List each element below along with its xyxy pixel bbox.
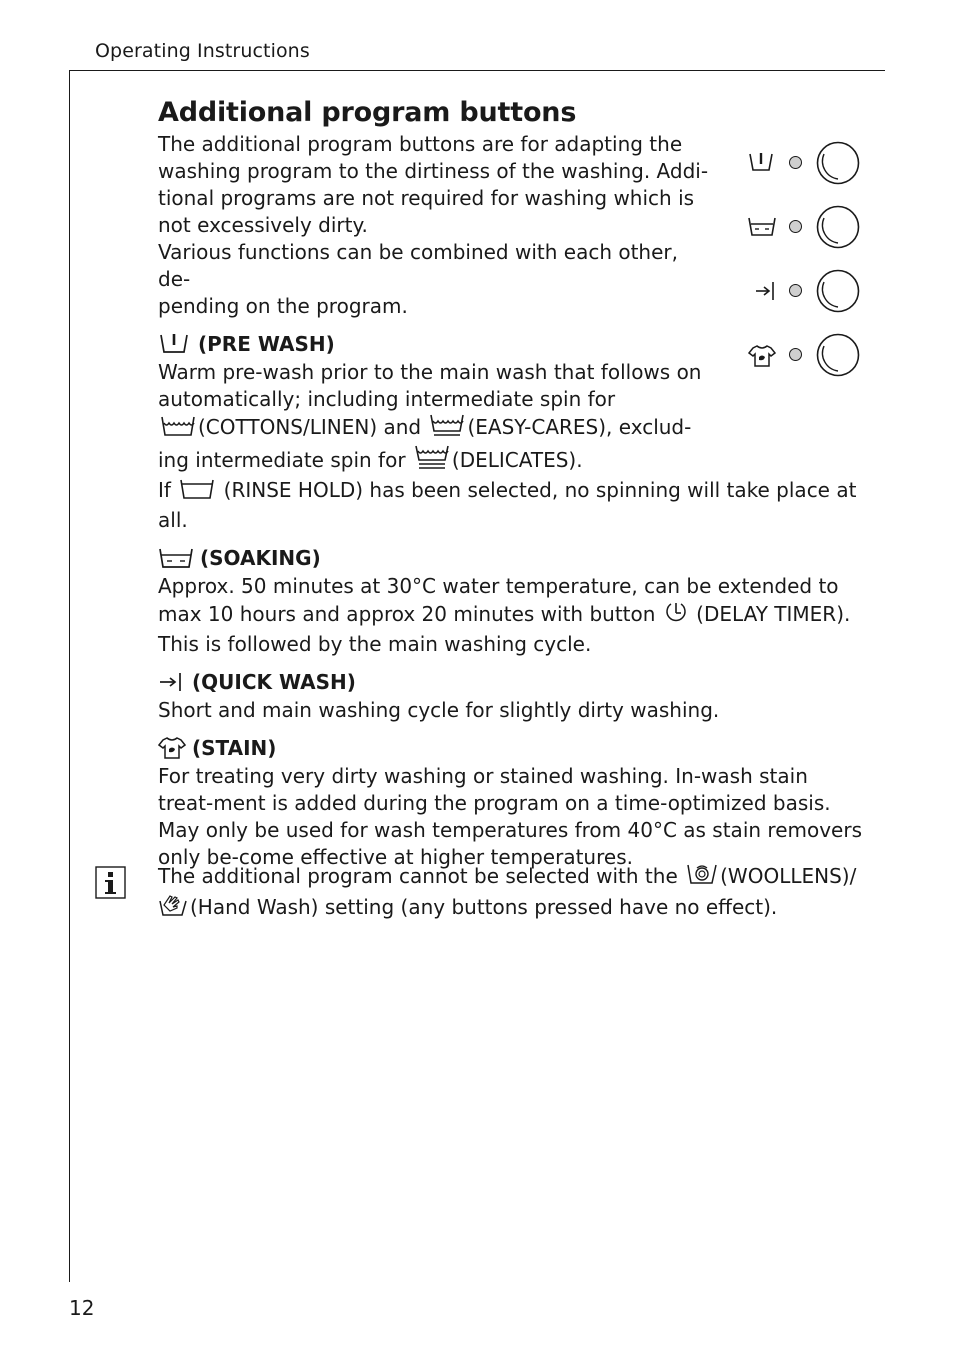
cottons-icon <box>160 415 196 444</box>
pre-wash-line: Warm pre-wash prior to the main wash that follows on <box>158 360 702 384</box>
intro-paragraph <box>158 131 713 320</box>
rinse-hold-note: If (RINSE HOLD) has been selected, no spinning will take place at all. <box>158 478 857 532</box>
running-header: Operating Instructions <box>95 40 310 62</box>
soaking-heading-label: (SOAKING) <box>200 546 321 570</box>
easy-cares-icon <box>429 413 465 444</box>
delay-timer-icon <box>664 600 688 631</box>
quick-wash-icon <box>158 671 186 693</box>
pre-wash-line: automatically; including intermediate spin for <box>158 387 616 411</box>
woollens-icon <box>686 862 718 893</box>
pre-wash-line: (COTTONS/LINEN) and (EASY-CARES), exclud- <box>158 413 713 444</box>
intro-line: pending on the program. <box>158 294 408 318</box>
stain-description: For treating very dirty washing or stained washing. In-wash stain treat-ment is added during the program on a time-optimized basis. May only be used for wash temperatures from 40°C as stain removers only be-come effective at higher temperatures. <box>158 764 862 869</box>
note-line: The additional program cannot be selected with the (WOOLLENS)/ <box>158 862 865 893</box>
hand-wash-icon <box>158 893 188 924</box>
soaking-heading <box>158 543 863 573</box>
quick-wash-heading-label: (QUICK WASH) <box>192 670 356 694</box>
intro-line: The additional program buttons are for adapting the <box>158 132 683 156</box>
soaking-description: Approx. 50 minutes at 30°C water temperature, can be extended to max 10 hours and approx 20 minutes with button (DELAY TIMER). This is followed by the main washing cycle. <box>158 574 851 656</box>
page-number: 12 <box>69 1296 95 1320</box>
soaking-icon <box>158 547 194 569</box>
note-line: (Hand Wash) setting (any buttons pressed have no effect). <box>158 893 865 924</box>
margin-rule <box>69 70 70 1282</box>
stain-icon <box>158 736 186 760</box>
header-rule <box>69 70 885 71</box>
info-icon <box>95 866 126 899</box>
pre-wash-description <box>158 359 713 477</box>
stain-heading-label: (STAIN) <box>192 736 277 760</box>
delicates-icon <box>414 444 450 477</box>
pre-wash-icon <box>158 333 192 355</box>
intro-line: not excessively dirty. <box>158 213 368 237</box>
pre-wash-line: ing intermediate spin for (DELICATES). <box>158 444 713 477</box>
intro-line: washing program to the dirtiness of the washing. Addi- <box>158 159 709 183</box>
quick-wash-description: Short and main washing cycle for slightly dirty washing. <box>158 698 720 722</box>
intro-line: Various functions can be combined with each other, de- <box>158 240 678 291</box>
pre-wash-heading <box>158 329 863 359</box>
intro-line: tional programs are not required for washing which is <box>158 186 695 210</box>
pre-wash-heading-label: (PRE WASH) <box>198 332 335 356</box>
info-note <box>95 862 865 924</box>
main-content <box>158 95 863 871</box>
stain-heading <box>158 733 863 763</box>
quick-wash-heading <box>158 667 863 697</box>
rinse-hold-icon <box>179 478 215 507</box>
section-title: Additional program buttons <box>158 97 577 128</box>
